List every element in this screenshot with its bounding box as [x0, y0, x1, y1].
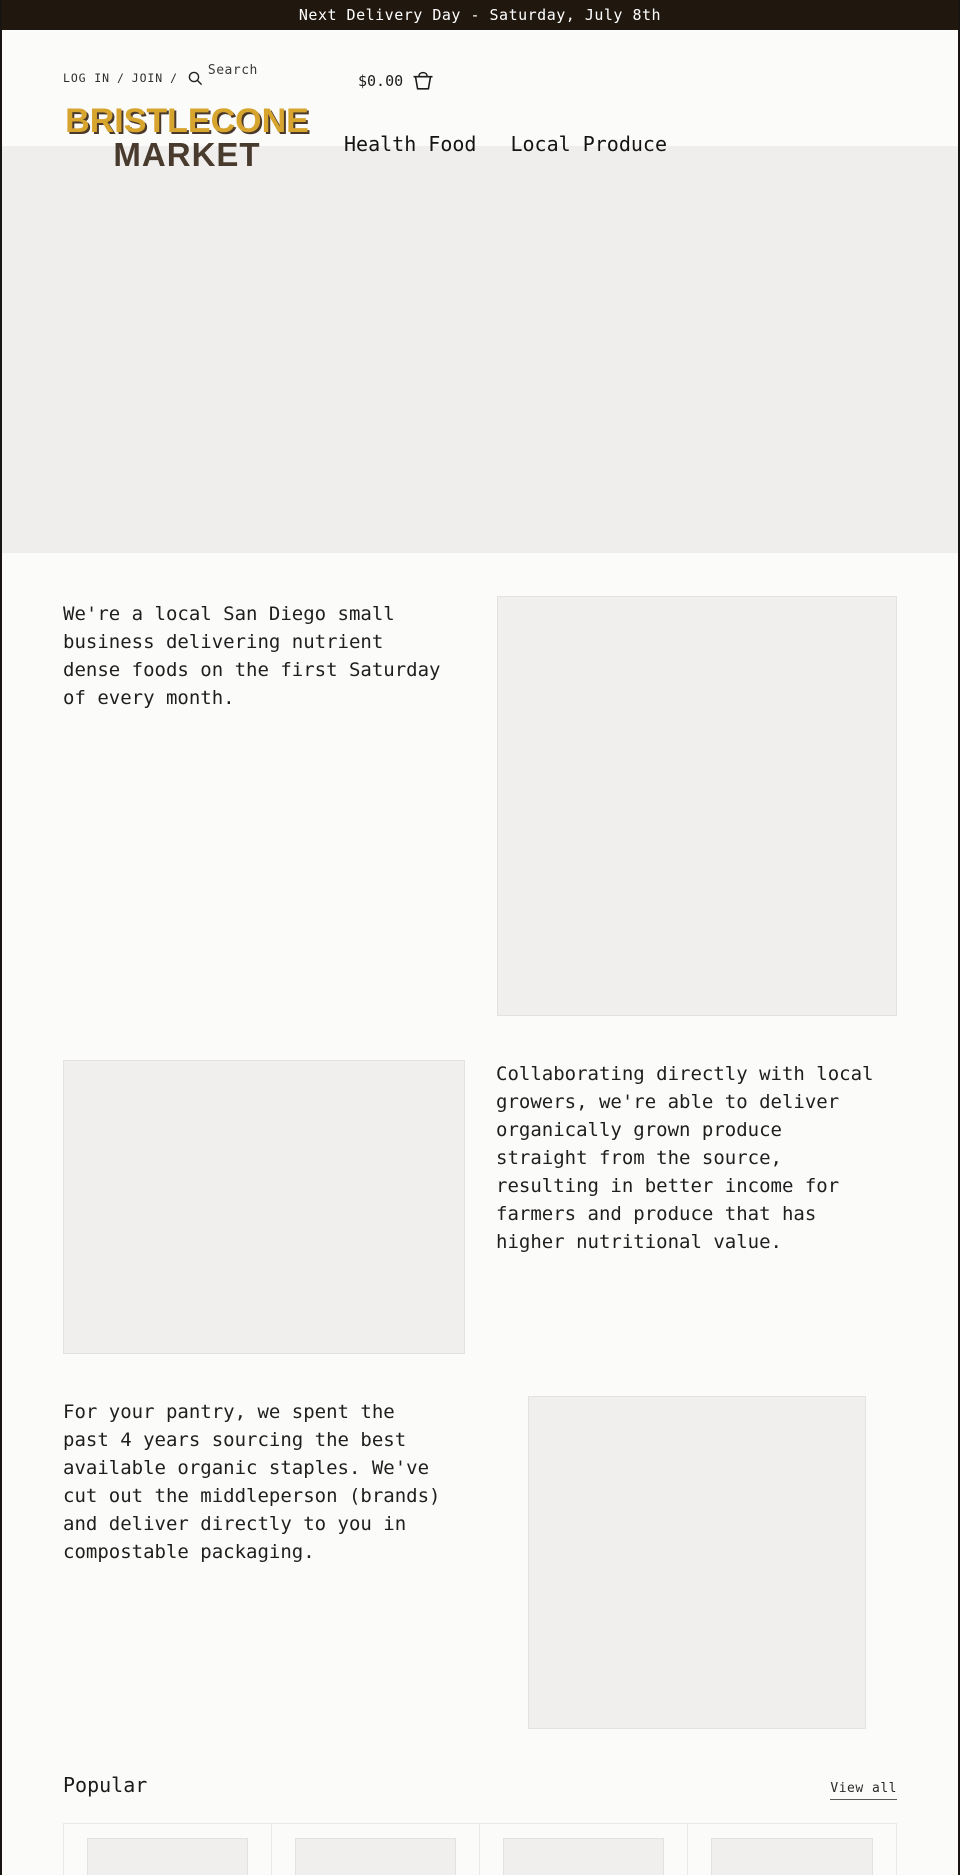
- account-row: [63, 63, 258, 85]
- announcement-bar: [2, 0, 958, 30]
- main-nav: [344, 132, 667, 156]
- section-pantry: [63, 1396, 897, 1729]
- section-intro-paragraph: We're a local San Diego small business delivering nutrient dense foods on the first Saturday of every month.: [63, 603, 441, 709]
- basket-icon: [412, 70, 434, 91]
- view-all-link[interactable]: View all: [830, 1781, 897, 1800]
- login-link[interactable]: LOG IN: [63, 71, 110, 85]
- join-link[interactable]: JOIN: [131, 71, 164, 85]
- section-pantry-paragraph: For your pantry, we spent the past 4 years sourcing the best available organic staples. We've cut out the middleperson (brands) and deliver directly to you in compostable packaging.: [63, 1401, 441, 1563]
- site-logo[interactable]: [63, 104, 311, 171]
- hero-image-placeholder: [2, 146, 958, 553]
- section-intro-text-column: [63, 596, 447, 1016]
- section-intro-image-placeholder: [497, 596, 897, 1016]
- separator: /: [170, 71, 178, 85]
- popular-product-grid: [63, 1823, 897, 1875]
- nav-item-local-produce[interactable]: Local Produce: [510, 132, 667, 156]
- logo-line1: BRISTLECONE: [65, 102, 309, 140]
- section-growers-paragraph: Collaborating directly with local growers, we're able to deliver organically grown produce straight from the source, resulting in better income for farmers and produce that has higher nutritional value.: [496, 1063, 874, 1253]
- product-image-placeholder: [87, 1838, 248, 1875]
- section-pantry-image-placeholder: [528, 1396, 866, 1729]
- popular-header: [63, 1773, 897, 1800]
- product-card[interactable]: [688, 1824, 896, 1875]
- site-header: [2, 30, 958, 173]
- section-pantry-text-column: [63, 1396, 447, 1729]
- product-image-placeholder: [503, 1838, 664, 1875]
- product-card[interactable]: [272, 1824, 480, 1875]
- search-icon: [188, 71, 203, 85]
- cart-button[interactable]: [358, 70, 434, 91]
- section-intro: [63, 596, 897, 1016]
- cart-total: $0.00: [358, 71, 404, 90]
- product-image-placeholder: [295, 1838, 456, 1875]
- product-image-placeholder: [711, 1838, 873, 1875]
- section-growers-image-placeholder: [63, 1060, 465, 1354]
- search-label: Search: [207, 63, 258, 78]
- search-button[interactable]: [188, 63, 258, 85]
- logo-line2: MARKET: [113, 136, 261, 173]
- product-card[interactable]: [480, 1824, 688, 1875]
- section-growers-text-column: [496, 1060, 880, 1354]
- announcement-text: Next Delivery Day - Saturday, July 8th: [298, 6, 662, 24]
- popular-title: Popular: [63, 1773, 148, 1797]
- product-card[interactable]: [64, 1824, 272, 1875]
- nav-item-health-food[interactable]: Health Food: [344, 132, 477, 156]
- main-content: [2, 596, 958, 1875]
- separator: /: [116, 71, 125, 85]
- section-growers: [63, 1060, 897, 1354]
